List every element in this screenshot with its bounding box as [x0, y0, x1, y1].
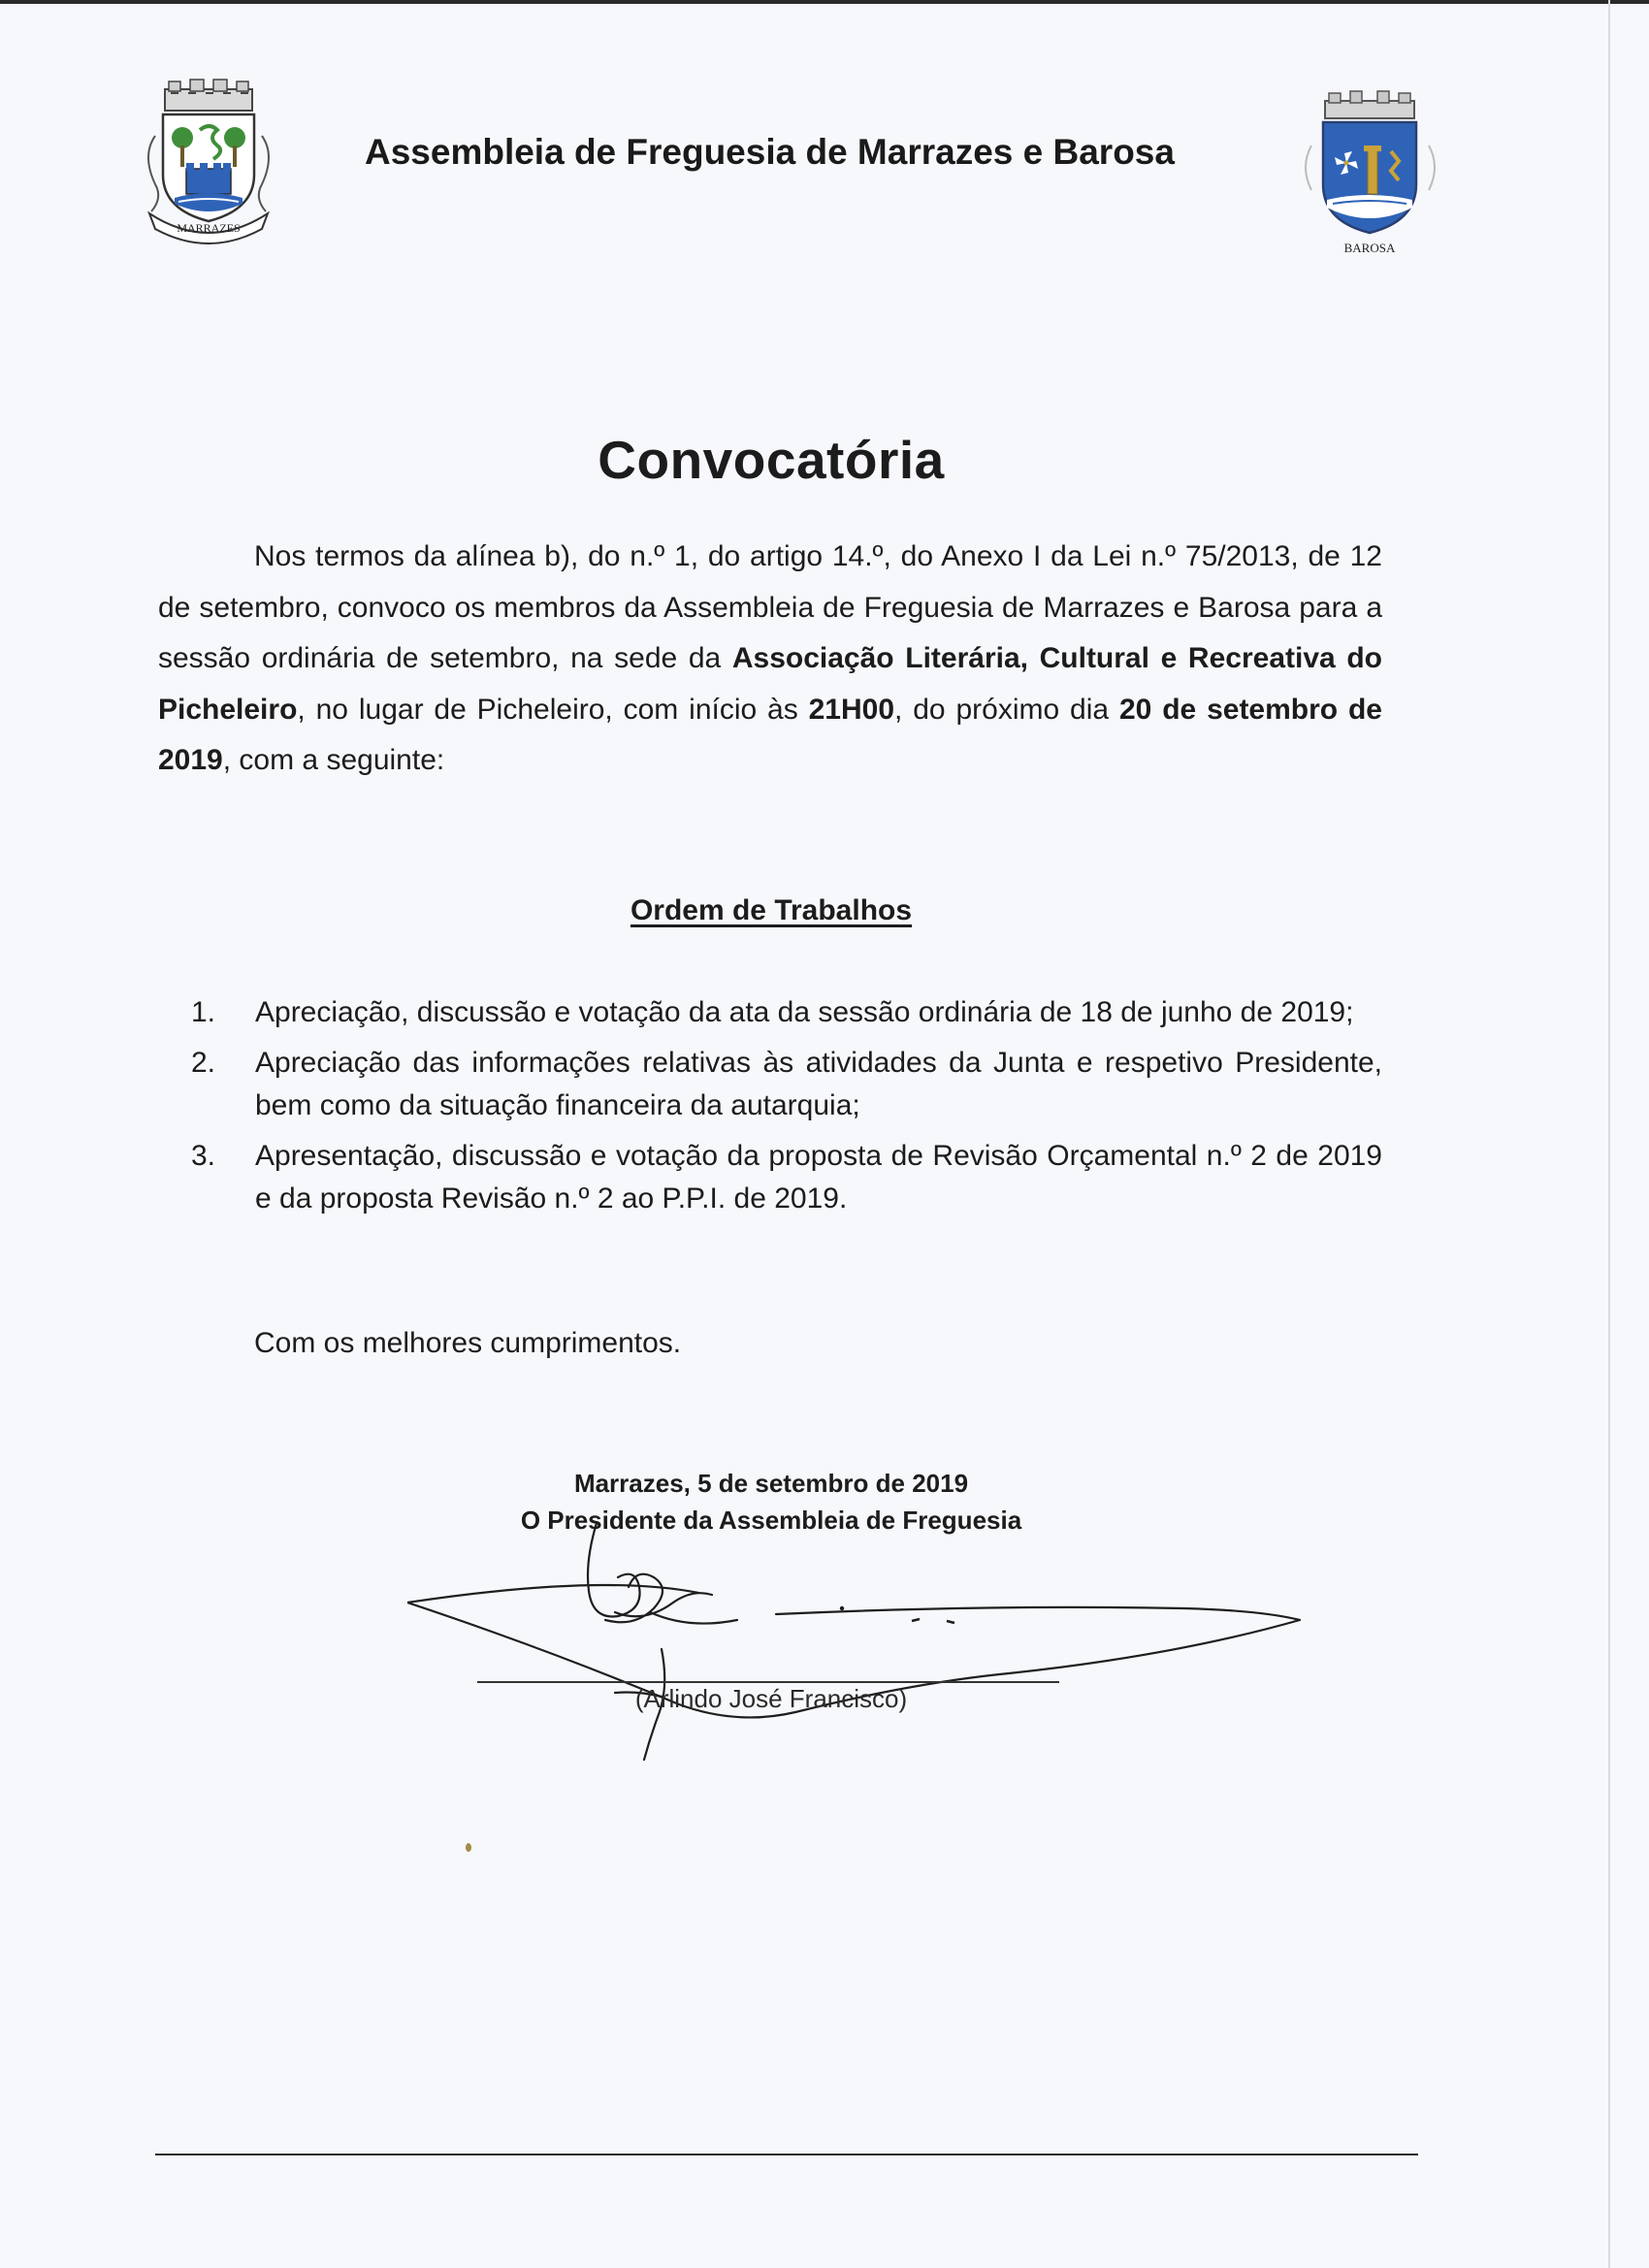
agenda-list — [191, 991, 1382, 1228]
agenda-item-number: 3. — [191, 1140, 216, 1172]
agenda-item-text: Apresentação, discussão e votação da proposta de Revisão Orçamental n.º 2 de 2019 e da proposta Revisão n.º 2 ao P.P.I. de 2019. — [255, 1140, 1382, 1215]
agenda-item-text: Apreciação, discussão e votação da ata da sessão ordinária de 18 de junho de 2019; — [255, 996, 1354, 1028]
marrazes-banner-text: MARRAZES — [177, 221, 241, 235]
start-time: 21H00 — [808, 693, 895, 726]
scan-speck — [466, 1843, 471, 1852]
session-date: 20 de setembro de 2019 — [158, 693, 1382, 776]
venue-name: Associação Literária, Cultural e Recreativa do Picheleiro — [158, 642, 1382, 726]
agenda-item — [191, 991, 1382, 1034]
barosa-banner-text: BAROSA — [1343, 241, 1396, 255]
barosa-crest-icon — [1290, 87, 1450, 262]
agenda-item-number: 2. — [191, 1047, 216, 1079]
signatory-name: (Arlindo José Francisco) — [634, 1684, 908, 1713]
agenda-item-text: Apreciação das informações relativas às atividades da Junta e respetivo Presidente, bem como da situação financeira da autarquia; — [255, 1047, 1382, 1121]
document-title: Convocatória — [598, 430, 945, 490]
body-text-4: , com a seguinte: — [222, 744, 445, 776]
body-paragraph — [158, 532, 1382, 787]
body-text-2: , no lugar de Picheleiro, com início às — [297, 693, 809, 726]
agenda-item — [191, 1042, 1382, 1127]
body-text-1: Nos termos da alínea b), do n.º 1, do artigo 14.º, do Anexo I da Lei n.º 75/2013, de 12 de setembro, convoco os membros da Assembleia de Freguesia de Marrazes e Barosa para a sessão ordinária de setembro, na sede da — [158, 540, 1382, 674]
header-title: Assembleia de Freguesia de Marrazes e Barosa — [365, 132, 1175, 172]
footer-rule — [155, 2154, 1418, 2155]
handwritten-signature-icon — [407, 1523, 1377, 1766]
signature-line — [477, 1681, 1059, 1683]
scan-top-edge — [0, 0, 1649, 4]
closing-line: Com os melhores cumprimentos. — [254, 1327, 682, 1359]
signatory-role: O Presidente da Assembleia de Freguesia — [520, 1506, 1022, 1535]
place-and-date: Marrazes, 5 de setembro de 2019 — [573, 1469, 969, 1498]
agenda-item — [191, 1135, 1382, 1220]
body-text-3: , do próximo dia — [894, 693, 1119, 726]
agenda-title: Ordem de Trabalhos — [630, 894, 913, 926]
scan-right-edge — [1608, 0, 1610, 2268]
marrazes-crest-icon — [136, 78, 281, 247]
agenda-item-number: 1. — [191, 996, 216, 1028]
